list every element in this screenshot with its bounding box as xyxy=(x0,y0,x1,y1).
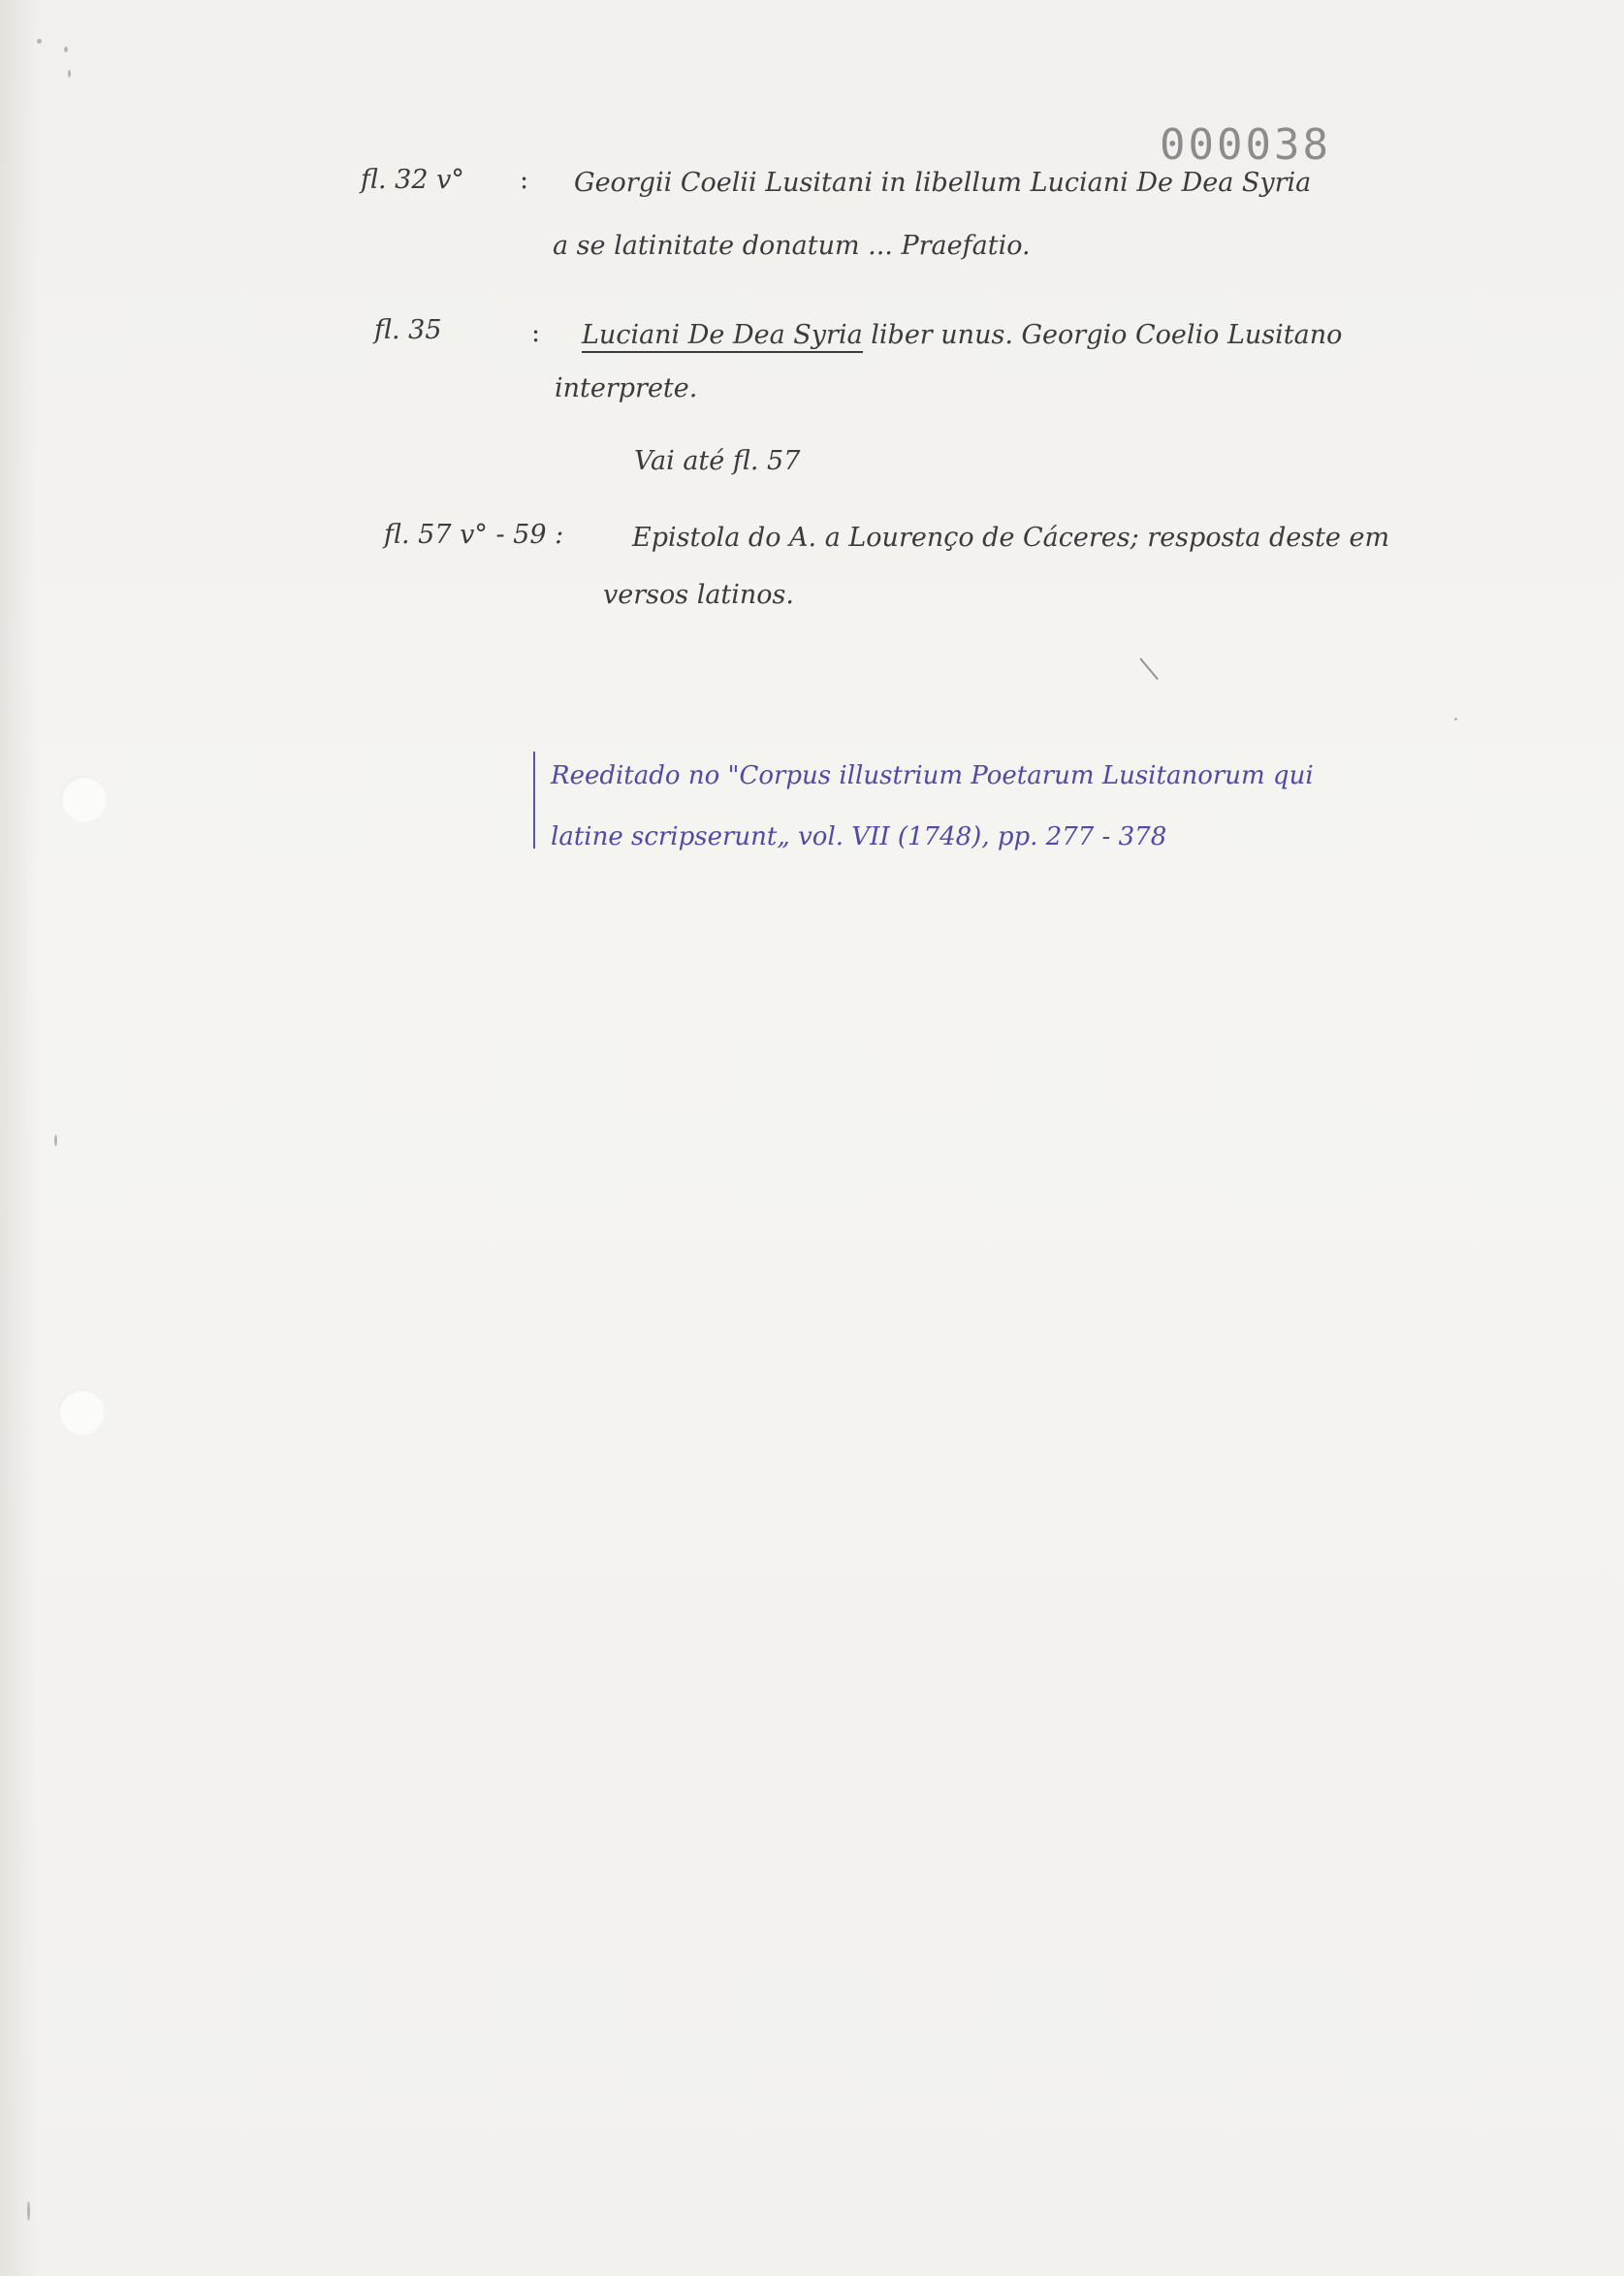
paper-speck xyxy=(27,2201,30,2221)
entry-text-line xyxy=(582,320,1342,350)
entry-text-line: interprete. xyxy=(555,373,698,403)
pencil-tick-mark xyxy=(1139,647,1171,680)
punch-hole xyxy=(58,1389,105,1435)
folio-reference: fl. 32 v° xyxy=(361,165,464,195)
punch-hole xyxy=(60,776,107,822)
paper-speck xyxy=(68,70,71,78)
range-note: Vai até fl. 57 xyxy=(634,446,801,476)
annotation-line: latine scripserunt„ vol. VII (1748), pp. 277 - 378 xyxy=(551,822,1167,851)
entry-text-line: Epistola do A. a Lourenço de Cáceres; resposta deste em xyxy=(632,523,1390,553)
separator-colon: : xyxy=(555,520,564,550)
page-edge-shadow xyxy=(0,0,39,2276)
underlined-title: Luciani De Dea Syria xyxy=(582,320,863,353)
entry-text-line: versos latinos. xyxy=(603,580,794,610)
separator-colon: : xyxy=(531,318,541,348)
entry-text-line: a se latinitate donatum ... Praefatio. xyxy=(553,231,1031,261)
separator-colon: : xyxy=(520,165,529,195)
entry-text-rest: liber unus. Georgio Coelio Lusitano xyxy=(862,320,1343,350)
annotation-line: Reeditado no "Corpus illustrium Poetarum Lusitanorum qui xyxy=(551,761,1314,790)
folio-reference xyxy=(384,520,563,550)
paper-speck xyxy=(37,39,42,44)
paper-speck xyxy=(64,47,68,52)
paper-speck xyxy=(1454,718,1457,721)
folio-reference: fl. 35 xyxy=(374,315,442,345)
paper-speck xyxy=(54,1135,57,1146)
folio-reference-text: fl. 57 v° - 59 xyxy=(384,520,547,550)
entry-text-line: Georgii Coelii Lusitani in libellum Luciani De Dea Syria xyxy=(574,168,1312,198)
archive-stamp-number: 000038 xyxy=(1160,120,1331,170)
